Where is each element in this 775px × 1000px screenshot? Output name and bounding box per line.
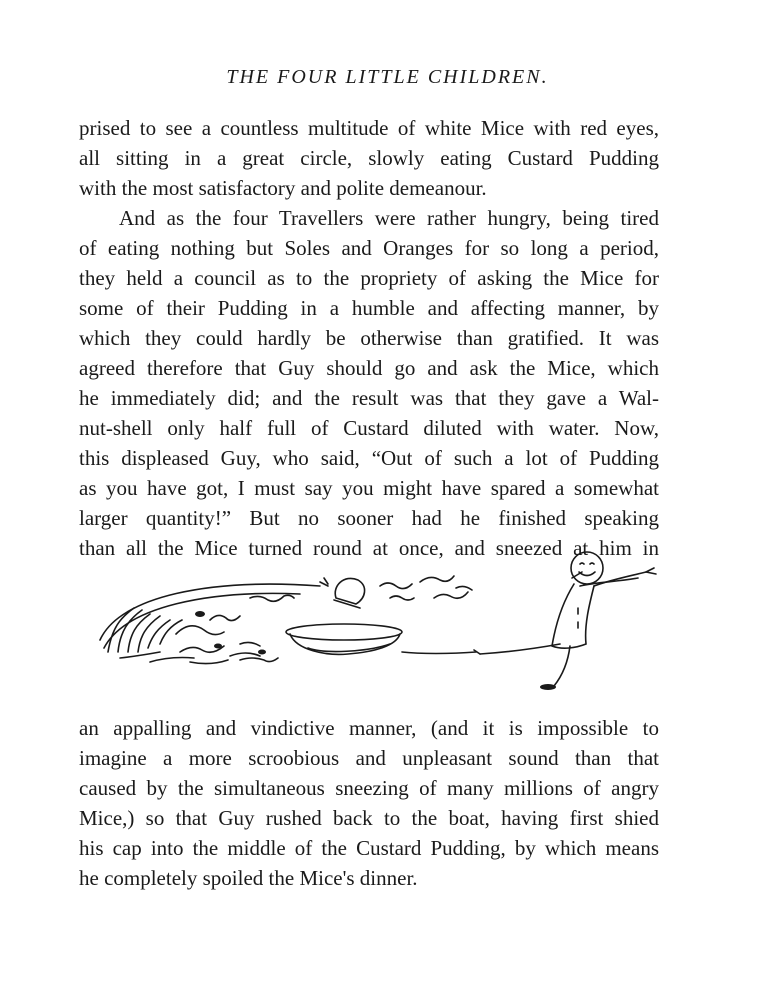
- text-line: And as the four Travellers were rather hungry, being tired: [119, 206, 659, 230]
- guy-figure: [474, 552, 656, 686]
- text-line: his cap into the middle of the Custard Pudding, by which means: [79, 836, 659, 860]
- text-line: this displeased Guy, who said, “Out of such a lot of Pudding: [79, 446, 659, 470]
- text-line: Mice,) so that Guy rushed back to the boat, having first shied: [79, 806, 659, 830]
- flying-cap: [334, 578, 365, 608]
- text-line: prised to see a countless multitude of white Mice with red eyes,: [79, 116, 659, 140]
- text-line: which they could hardly be otherwise than gratified. It was: [79, 326, 659, 350]
- illustration-guy-sneezed-at: [90, 548, 675, 700]
- text-line: all sitting in a great circle, slowly eating Custard Pudding: [79, 146, 659, 170]
- text-line: nut-shell only half full of Custard diluted with water. Now,: [79, 416, 659, 440]
- running-head: THE FOUR LITTLE CHILDREN.: [226, 66, 549, 88]
- text-block-after-illustration: [79, 713, 659, 893]
- text-line: an appalling and vindictive manner, (and it is impossible to: [79, 716, 659, 740]
- mice-circle-sketch: [100, 578, 328, 664]
- ground-line: [402, 652, 476, 654]
- text-line: as you have got, I must say you might have spared a somewhat: [79, 476, 659, 500]
- text-line: caused by the simultaneous sneezing of many millions of angry: [79, 776, 659, 800]
- text-block-before-illustration: [79, 113, 659, 563]
- sneeze-marks: [380, 576, 472, 600]
- sketch-drawing: [90, 548, 675, 700]
- text-line: he immediately did; and the result was that they gave a Wal-: [79, 386, 659, 410]
- text-line: larger quantity!” But no sooner had he finished speaking: [79, 506, 659, 530]
- text-line: they held a council as to the propriety of asking the Mice for: [79, 266, 659, 290]
- text-line: imagine a more scroobious and unpleasant sound than that: [79, 746, 659, 770]
- custard-pudding-bowl: [286, 624, 402, 654]
- text-line: than all the Mice turned round at once, and sneezed at him in: [79, 536, 659, 560]
- text-line: agreed therefore that Guy should go and ask the Mice, which: [79, 356, 659, 380]
- text-line: some of their Pudding in a humble and affecting manner, by: [79, 296, 659, 320]
- text-line: of eating nothing but Soles and Oranges for so long a period,: [79, 236, 659, 260]
- text-line: with the most satisfactory and polite demeanour.: [79, 176, 487, 200]
- text-line: he completely spoiled the Mice's dinner.: [79, 866, 418, 890]
